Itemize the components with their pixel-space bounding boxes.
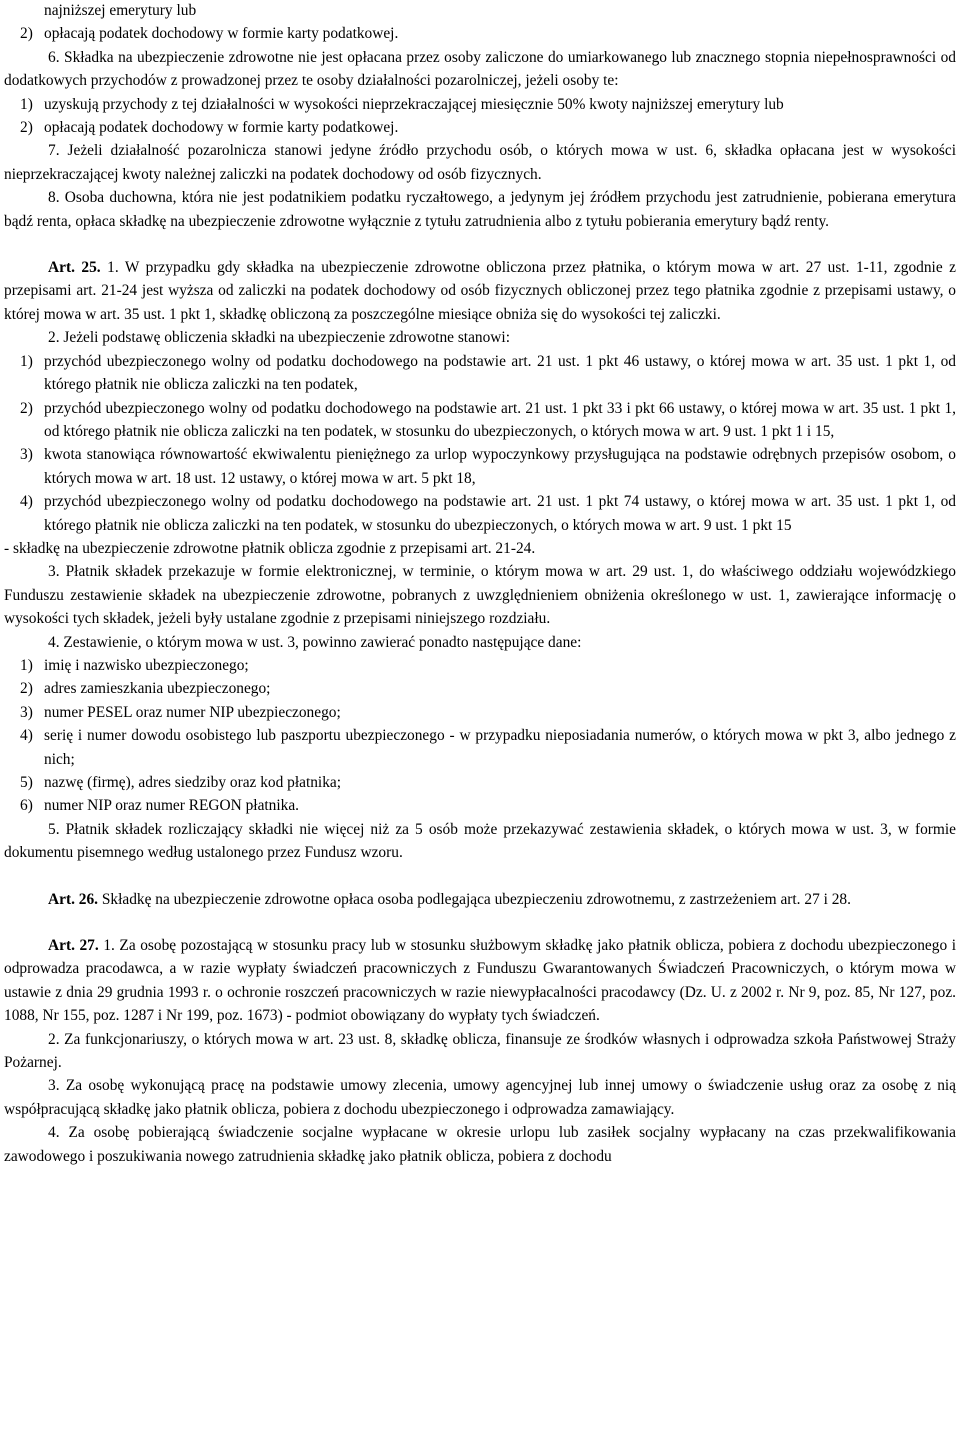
art-26-paragraph [4,888,956,911]
art-25-paragraph-5: 5. Płatnik składek rozliczający składki nie więcej niż za 5 osób może przekazywać zestawienia składek, o których mowa w ust. 3, w formie dokumentu pisemnego według ustalonego przez Fundusz wzoru. [4,820,956,862]
list-item-text: kwota stanowiąca równowartość ekwiwalentu pieniężnego za urlop wypoczynkowy przysługująca na podstawie odrębnych przepisów osobom, o których mowa w art. 18 ust. 12 ustawy, o której mowa w art. 5 pkt 18, [44,446,956,487]
list-number: 2) [20,680,33,698]
list-item-text: przychód ubezpieczonego wolny od podatku dochodowego na podstawie art. 21 ust. 1 pkt 46 ustawy, o której mowa w art. 35 ust. 1 pkt 1, od którego płatnik nie oblicza zaliczki na ten podatek, [44,352,956,394]
spacer [4,233,956,256]
list-number: 6) [20,797,33,815]
list-item-text: przychód ubezpieczonego wolny od podatku dochodowego na podstawie art. 21 ust. 1 pkt 33 i pkt 66 ustawy, o której mowa w art. 35 ust. 1 pkt 1, od którego płatnik nie oblicza zaliczki na ten podatek, w stosunku do ubezpieczonych, o których mowa w art. 9 ust. 1 pkt 1 i 15, [44,399,956,440]
spacer [4,911,956,934]
list-item-text: uzyskują przychody z tej działalności w wysokości nieprzekraczającej miesięcznie 50% kwoty najniższej emerytury lub [44,95,784,113]
art-27-paragraph-3: 3. Za osobę wykonującą pracę na podstawie umowy zlecenia, umowy agencyjnej lub innej umowy o świadczenie usług oraz za osobę z nią współpracującą składkę jako płatnik oblicza, pobiera z dochodu ubezpieczonego i odprowadza zamawiający. [4,1077,956,1118]
art-27-paragraph-2: 2. Za funkcjonariuszy, o których mowa w art. 23 ust. 8, składkę oblicza, finansuje ze środków własnych i odprowadza szkoła Państwowej Straży Pożarnej. [4,1030,956,1072]
art-27-paragraph-4: 4. Za osobę pobierającą świadczenie socjalne wypłacane w okresie urlopu lub zasiłek socjalny wypłacany na czas przekwalifikowania zawodowego i poszukiwania nowego zatrudnienia składkę jako płatnik oblicza, pobiera z dochodu [4,1124,956,1165]
list-item [4,724,956,771]
list-item [4,397,956,444]
spacer [4,865,956,888]
paragraph-6: 6. Składka na ubezpieczenie zdrowotne nie jest opłacana przez osoby zaliczone do umiarkowanego lub znacznego stopnia niepełnosprawności od dodatkowych przychodów z prowadzonej przez te osoby działalności pozarolniczej, jeżeli osoby te: [4,48,956,90]
art-27-paragraph-1 [4,934,956,1028]
list-item [4,794,956,817]
list-item [4,677,956,700]
list-item-text: przychód ubezpieczonego wolny od podatku dochodowego na podstawie art. 21 ust. 1 pkt 74 ustawy, o której mowa w art. 35 ust. 1 pkt 1, od którego płatnik nie oblicza zaliczki na ten podatek, w stosunku do ubezpieczonych, o których mowa w art. 9 ust. 1 pkt 15 [44,493,956,534]
list-tail: - składkę na ubezpieczenie zdrowotne płatnik oblicza zgodnie z przepisami art. 21-24. [4,539,536,557]
paragraph-text: 1. Za osobę pozostającą w stosunku pracy lub w stosunku służbowym składkę jako płatnik oblicza, pobiera z dochodu ubezpieczonego i odprowadza pracodawca, a w razie wypłaty świadczeń pracowniczych z Funduszu Gwarantowanych Świadczeń Pracowniczych, o którym mowa w ustawie z dnia 29 grudnia 1993 r. o ochronie roszczeń pracowniczych w razie niewypłacalności pracodawcy (Dz. U. z 2002 r. Nr 9, poz. 85, Nr 127, poz. 1088, Nr 155, poz. 1287 i Nr 199, poz. 1673) - podmiot obowiązany do wypłaty tych świadczeń. [4,937,956,1025]
list-item [4,350,956,397]
list-item-text: nazwę (firmę), adres siedziby oraz kod płatnika; [44,774,341,791]
list-item-text: numer NIP oraz numer REGON płatnika. [44,797,300,815]
list-number: 3) [20,703,33,721]
list-item [4,443,956,490]
list-item-text: serię i numer dowodu osobistego lub paszportu ubezpieczonego - w przypadku nieposiadania numerów, o których mowa w pkt 3, albo jednego z nich; [44,727,956,768]
list-item [4,654,956,677]
paragraph-8: 8. Osoba duchowna, która nie jest podatnikiem podatku ryczałtowego, a jedynym jej źródłem przychodu jest zatrudnienie, pobierana emerytura bądź renta, opłaca składkę na ubezpieczenie zdrowotne wyłącznie z tytułu zatrudnienia albo z tytułu pobierania emerytury bądź renty. [4,189,956,230]
list-number: 1) [20,656,33,674]
list-item [4,771,956,794]
list-item-continuation: najniższej emerytury lub [44,2,197,19]
list-number: 2) [20,399,33,417]
list-number: 2) [20,119,33,137]
list-item [4,490,956,537]
list-item [4,22,956,45]
paragraph-text: 1. W przypadku gdy składka na ubezpieczenie zdrowotne obliczona przez płatnika, o którym mowa w art. 27 ust. 1-11, zgodnie z przepisami art. 21-24 jest wyższa od zaliczki na podatek dochodowy od osób fizycznych obliczonej przez tego płatnika zgodnie z przepisami ustawy, o której mowa w art. 35 ust. 1 pkt 1, składkę obliczoną za poszczególne miesiące obniża się do wysokości tej zaliczki. [4,259,956,323]
list-item-text: adres zamieszkania ubezpieczonego; [44,680,271,698]
list-item-text: opłacają podatek dochodowy w formie karty podatkowej. [44,119,399,137]
art-25-paragraph-2: 2. Jeżeli podstawę obliczenia składki na ubezpieczenie zdrowotne stanowi: [48,329,510,347]
paragraph-text: Składkę na ubezpieczenie zdrowotne opłaca osoba podlegająca ubezpieczeniu zdrowotnemu, z zastrzeżeniem art. 27 i 28. [101,890,851,908]
art-25-paragraph-1 [4,256,956,326]
list-number: 5) [20,774,33,791]
article-heading: Art. 26. [48,890,99,908]
list-item-text: numer PESEL oraz numer NIP ubezpieczonego; [44,703,341,721]
article-heading: Art. 27. [48,937,99,955]
list-item [4,116,956,139]
art-25-paragraph-4: 4. Zestawienie, o którym mowa w ust. 3, powinno zawierać ponadto następujące dane: [48,633,582,651]
list-number: 2) [20,25,33,43]
list-item-text: opłacają podatek dochodowy w formie karty podatkowej. [44,25,399,43]
list-item-text: imię i nazwisko ubezpieczonego; [44,656,249,674]
list-number: 1) [20,352,33,370]
list-number: 4) [20,727,33,745]
paragraph-7: 7. Jeżeli działalność pozarolnicza stanowi jedyne źródło przychodu osób, o których mowa w ust. 6, składka opłacana jest w wysokości nieprzekraczającej kwoty należnej zaliczki na podatek dochodowy od osób fizycznych. [4,142,956,183]
art-25-paragraph-3: 3. Płatnik składek przekazuje w formie elektronicznej, w terminie, o którym mowa w art. 29 ust. 1, do właściwego oddziału wojewódzkiego Funduszu zestawienie składek na ubezpieczenie zdrowotne, pobranych z uwzględnieniem obniżenia określonego w ust. 1, zawierające informację o wysokości tych składek, jeżeli były ustalane zgodnie z przepisami niniejszego rozdziału. [4,563,956,628]
list-item [4,701,956,724]
list-number: 4) [20,493,33,511]
list-number: 1) [20,95,33,113]
article-heading: Art. 25. [48,259,101,277]
list-number: 3) [20,446,33,464]
list-item [4,93,956,116]
